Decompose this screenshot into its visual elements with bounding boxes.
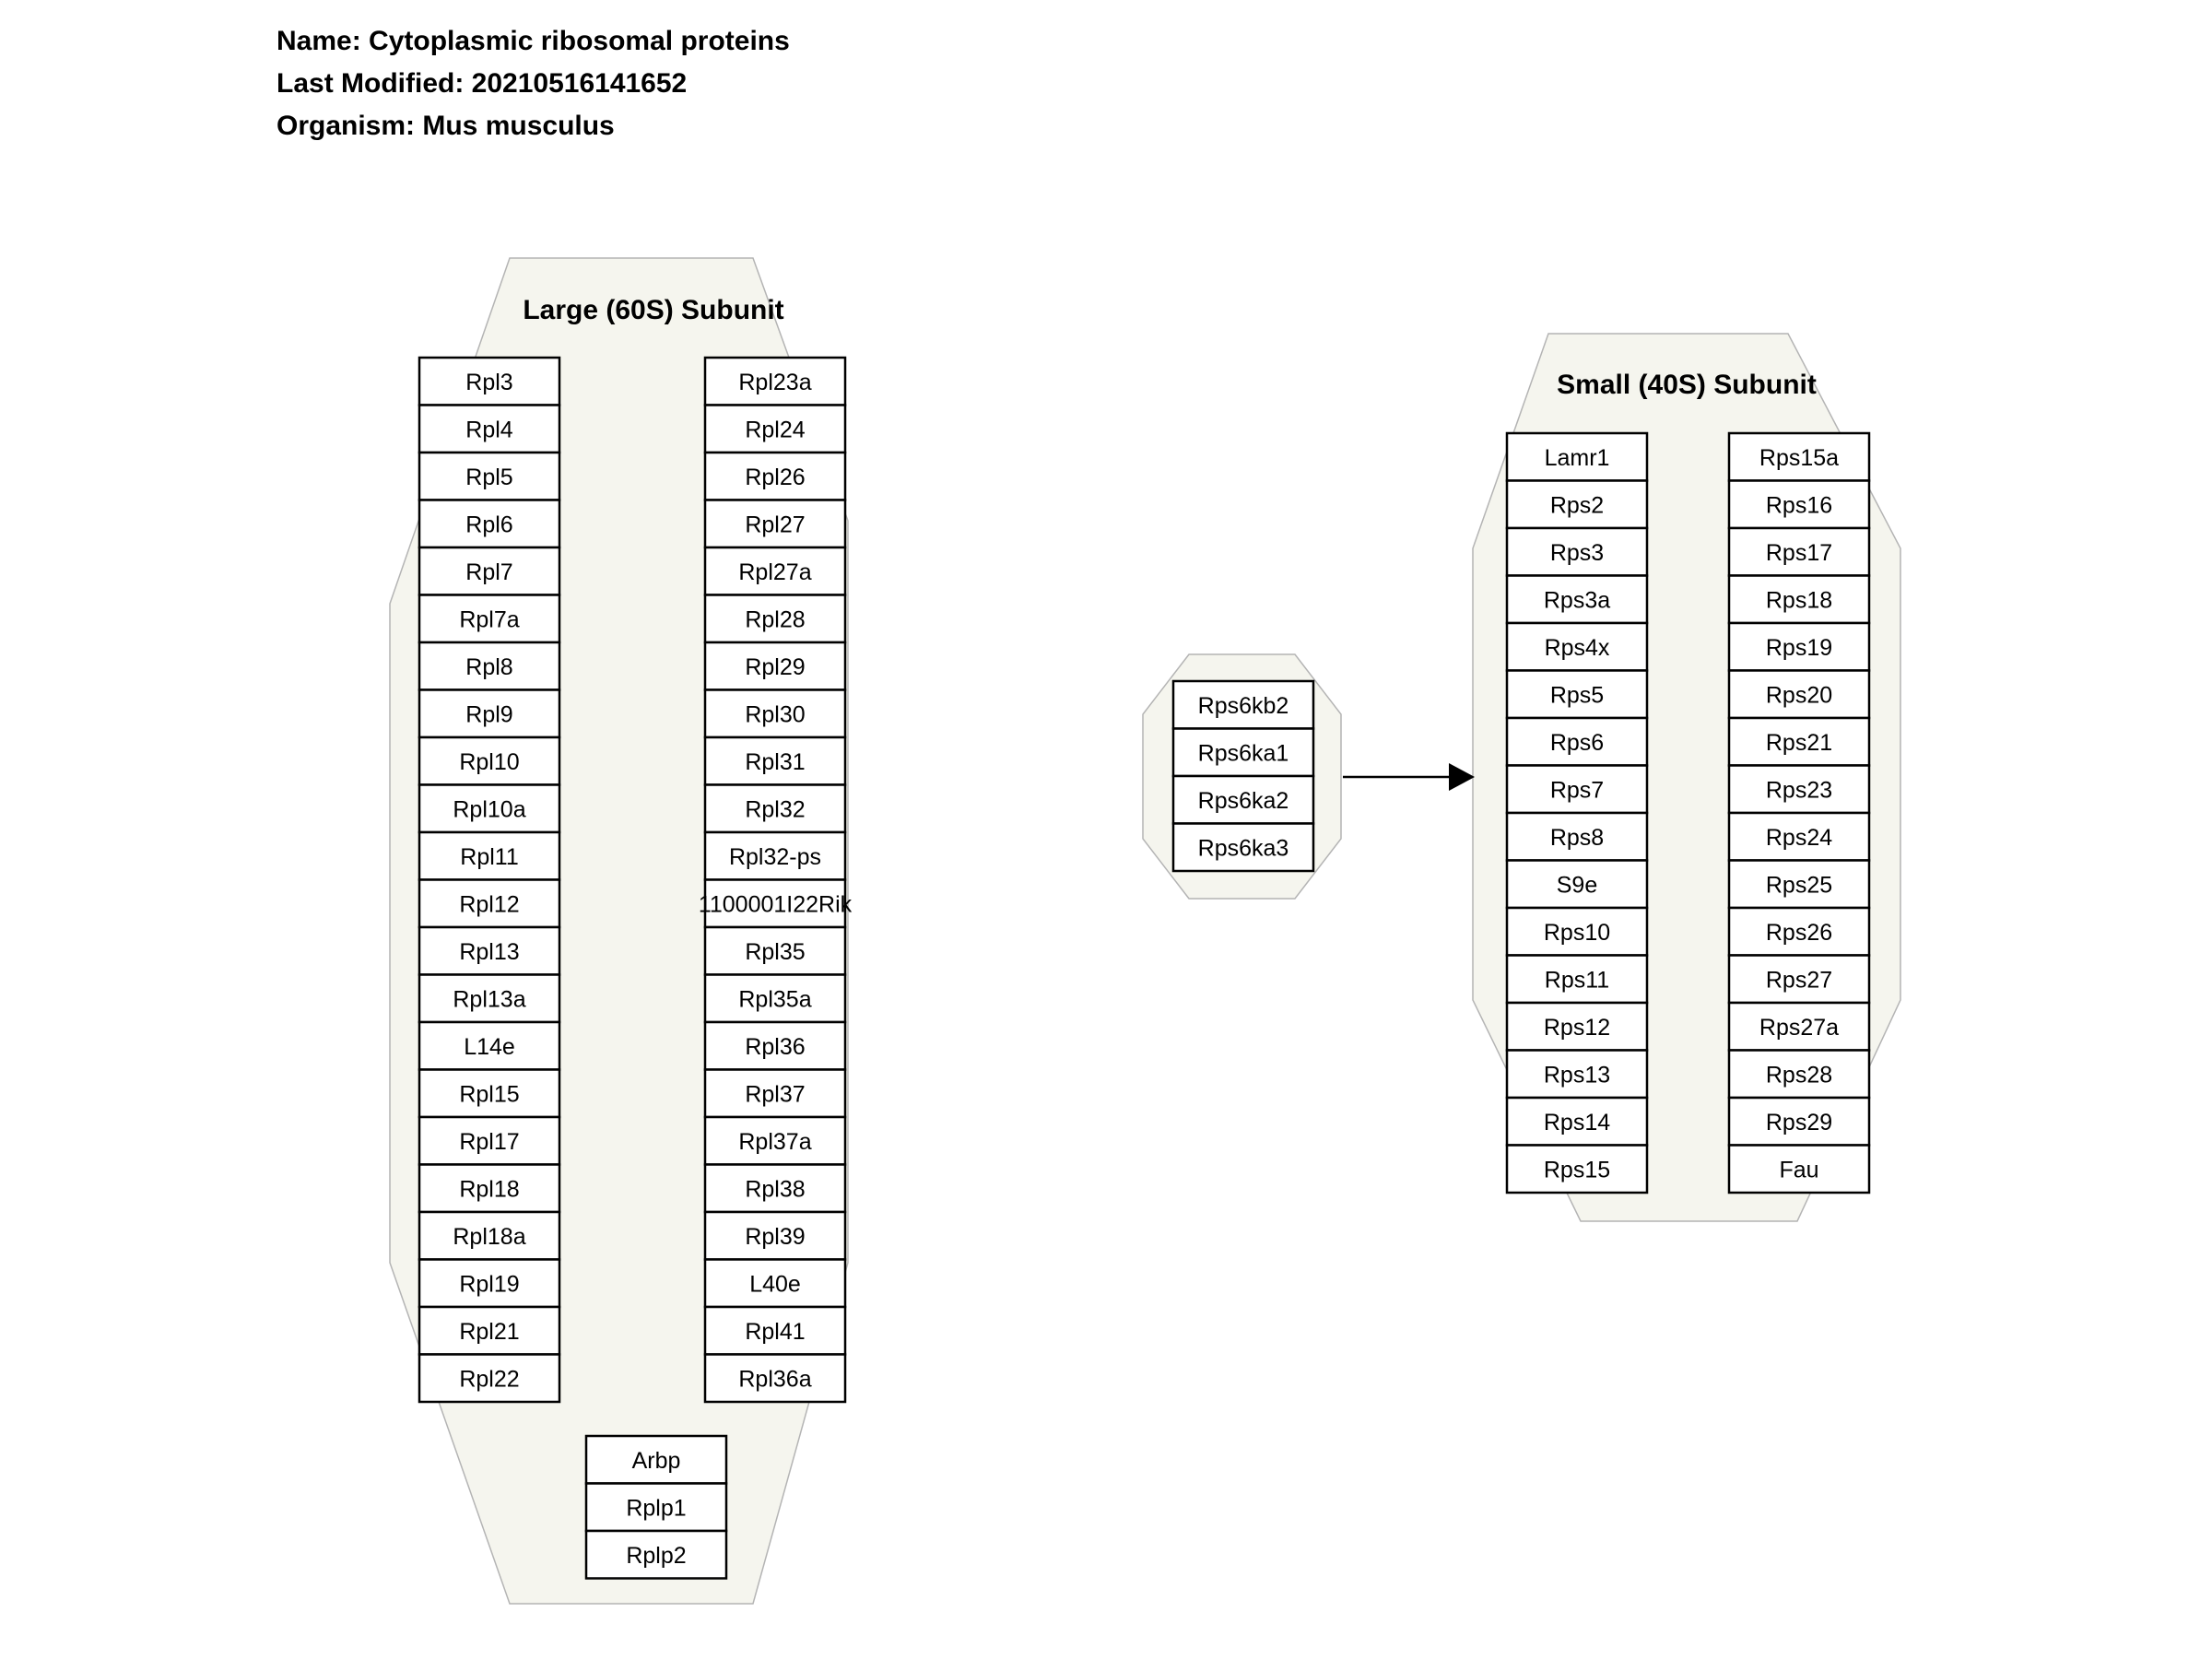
gene-label: 1100001I22Rik <box>698 891 853 918</box>
gene-box-rps25[interactable] <box>1729 861 1869 909</box>
gene-box-rps15a[interactable] <box>1729 433 1869 481</box>
gene-label: Rpl8 <box>465 653 513 680</box>
activation-arrow-head <box>1449 763 1475 791</box>
gene-box-rps3[interactable] <box>1507 528 1647 576</box>
gene-box-rpl19[interactable] <box>419 1260 559 1308</box>
gene-label: Rps21 <box>1765 729 1833 756</box>
gene-box-rps10[interactable] <box>1507 908 1647 956</box>
gene-box-rps29[interactable] <box>1729 1098 1869 1146</box>
gene-label: Rpl9 <box>465 701 513 728</box>
gene-label: Rps6ka1 <box>1197 740 1289 767</box>
gene-label: Rps8 <box>1549 824 1605 851</box>
gene-box-rpl17[interactable] <box>419 1117 559 1165</box>
gene-label: Rpl27 <box>745 512 806 538</box>
gene-label: Rpl31 <box>745 748 806 775</box>
pathway-name: Name: Cytoplasmic ribosomal proteins <box>276 26 790 56</box>
gene-label: Rps18 <box>1765 587 1833 614</box>
gene-box-1100001i22rik[interactable] <box>699 880 853 928</box>
gene-box-lamr1[interactable] <box>1507 433 1647 481</box>
gene-box-rps4x[interactable] <box>1507 623 1647 671</box>
gene-box-rps15[interactable] <box>1507 1146 1647 1194</box>
gene-box-rpl13[interactable] <box>419 927 559 975</box>
gene-box-rpl27[interactable] <box>705 500 845 548</box>
gene-label: Rps17 <box>1765 539 1833 566</box>
gene-label: S9e <box>1556 872 1598 899</box>
gene-box-rpl36a[interactable] <box>705 1355 845 1403</box>
gene-box-rps13[interactable] <box>1507 1051 1647 1099</box>
gene-label: Rps11 <box>1544 967 1610 994</box>
gene-box-rpl18[interactable] <box>419 1165 559 1213</box>
gene-label: Rpl7a <box>459 606 520 633</box>
gene-box-rps12[interactable] <box>1507 1003 1647 1051</box>
gene-box-rpl12[interactable] <box>419 880 559 928</box>
gene-box-rpl10a[interactable] <box>419 785 559 833</box>
gene-label: Rpl36 <box>745 1033 806 1060</box>
gene-box-rpl5[interactable] <box>419 453 559 500</box>
gene-label: Rps2 <box>1549 492 1605 519</box>
gene-box-rpl32-ps[interactable] <box>705 832 845 880</box>
gene-label: Rpl38 <box>745 1176 806 1203</box>
gene-label: Rps3 <box>1549 539 1605 566</box>
gene-box-arbp[interactable] <box>586 1436 726 1484</box>
gene-label: Rps27a <box>1759 1014 1840 1041</box>
gene-box-rps27a[interactable] <box>1729 1003 1869 1051</box>
gene-label: Rpl32 <box>745 796 806 823</box>
gene-label: Rpl26 <box>745 464 806 490</box>
gene-label: Rpl4 <box>465 417 513 443</box>
gene-box-rpl39[interactable] <box>705 1212 845 1260</box>
gene-box-rpl31[interactable] <box>705 737 845 785</box>
gene-box-rps7[interactable] <box>1507 766 1647 814</box>
gene-box-rpl27a[interactable] <box>705 547 845 595</box>
gene-label: Rps7 <box>1549 777 1605 804</box>
gene-box-rps20[interactable] <box>1729 671 1869 719</box>
gene-label: Rps26 <box>1765 919 1833 946</box>
gene-label: Rplp2 <box>626 1542 687 1569</box>
gene-box-rpl41[interactable] <box>705 1307 845 1355</box>
large-subunit-title: Large (60S) Subunit <box>523 295 784 325</box>
gene-box-rps18[interactable] <box>1729 576 1869 624</box>
gene-label: Rps15a <box>1759 444 1840 471</box>
gene-label: Rpl30 <box>745 701 806 728</box>
gene-label: Rps14 <box>1543 1109 1611 1135</box>
gene-label: Rps3a <box>1543 587 1611 614</box>
gene-label: Rpl13 <box>459 938 520 965</box>
gene-label: Rps10 <box>1543 919 1611 946</box>
gene-label: Rpl10a <box>453 796 526 823</box>
small-subunit-title: Small (40S) Subunit <box>1557 370 1817 400</box>
gene-label: Rps5 <box>1549 682 1605 709</box>
gene-box-rps14[interactable] <box>1507 1098 1647 1146</box>
gene-box-rps6ka2[interactable] <box>1173 776 1313 824</box>
gene-label: Rps13 <box>1543 1062 1611 1088</box>
gene-label: L40e <box>749 1271 801 1298</box>
gene-box-rpl22[interactable] <box>419 1355 559 1403</box>
gene-label: Rpl28 <box>745 606 806 633</box>
gene-box-rps27[interactable] <box>1729 956 1869 1004</box>
gene-box-rplp2[interactable] <box>586 1531 726 1579</box>
last-modified: Last Modified: 20210516141652 <box>276 68 688 99</box>
gene-box-rpl9[interactable] <box>419 690 559 738</box>
gene-label: Lamr1 <box>1544 444 1610 471</box>
gene-label: Rpl18a <box>453 1223 526 1250</box>
gene-label: Rplp1 <box>626 1495 687 1522</box>
gene-box-rpl6[interactable] <box>419 500 559 548</box>
gene-box-rps24[interactable] <box>1729 813 1869 861</box>
gene-label: Rpl24 <box>745 417 806 443</box>
gene-box-rpl11[interactable] <box>419 832 559 880</box>
gene-box-rpl3[interactable] <box>419 358 559 406</box>
gene-box-rpl10[interactable] <box>419 737 559 785</box>
gene-label: Rpl22 <box>459 1366 520 1393</box>
gene-label: Rpl13a <box>453 986 526 1013</box>
gene-label: Rpl36a <box>738 1366 812 1393</box>
gene-label: Rpl5 <box>465 464 513 490</box>
gene-box-rps16[interactable] <box>1729 481 1869 529</box>
gene-label: Fau <box>1779 1157 1819 1183</box>
gene-box-rpl13a[interactable] <box>419 975 559 1023</box>
gene-label: Rps6 <box>1549 729 1605 756</box>
gene-box-rpl32[interactable] <box>705 785 845 833</box>
gene-box-rpl29[interactable] <box>705 642 845 690</box>
gene-box-rpl37[interactable] <box>705 1070 845 1118</box>
gene-box-rps19[interactable] <box>1729 623 1869 671</box>
gene-box-rps3a[interactable] <box>1507 576 1647 624</box>
gene-label: Rps4x <box>1544 634 1610 661</box>
gene-label: Rpl7 <box>465 559 513 585</box>
gene-label: Rpl41 <box>745 1318 806 1345</box>
gene-label: Rps19 <box>1765 634 1833 661</box>
gene-label: Rpl39 <box>745 1223 806 1250</box>
gene-label: Rps24 <box>1765 824 1833 851</box>
gene-label: Rpl17 <box>459 1128 520 1155</box>
gene-box-rps11[interactable] <box>1507 956 1647 1004</box>
gene-label: Rpl37a <box>738 1128 812 1155</box>
gene-label: Arbp <box>631 1447 681 1474</box>
gene-box-l14e[interactable] <box>419 1022 559 1070</box>
gene-label: Rps6ka2 <box>1197 787 1289 814</box>
gene-label: Rpl27a <box>738 559 812 585</box>
gene-box-rps2[interactable] <box>1507 481 1647 529</box>
gene-label: Rps6ka3 <box>1197 835 1289 862</box>
gene-label: Rpl35 <box>745 938 806 965</box>
gene-label: Rps23 <box>1765 777 1833 804</box>
gene-box-rps8[interactable] <box>1507 813 1647 861</box>
gene-box-rpl38[interactable] <box>705 1165 845 1213</box>
gene-box-rps6ka1[interactable] <box>1173 729 1313 777</box>
gene-label: Rpl32-ps <box>728 843 822 870</box>
gene-box-fau[interactable] <box>1729 1146 1869 1194</box>
gene-label: Rps27 <box>1765 967 1833 994</box>
gene-box-l40e[interactable] <box>705 1260 845 1308</box>
gene-box-rpl15[interactable] <box>419 1070 559 1118</box>
gene-box-rpl37a[interactable] <box>705 1117 845 1165</box>
gene-label: Rpl10 <box>459 748 520 775</box>
gene-box-rps28[interactable] <box>1729 1051 1869 1099</box>
gene-label: Rps28 <box>1765 1062 1833 1088</box>
gene-box-rpl30[interactable] <box>705 690 845 738</box>
gene-box-s9e[interactable] <box>1507 861 1647 909</box>
gene-label: Rpl23a <box>738 369 812 395</box>
gene-box-rpl8[interactable] <box>419 642 559 690</box>
gene-box-rps5[interactable] <box>1507 671 1647 719</box>
gene-box-rpl18a[interactable] <box>419 1212 559 1260</box>
gene-label: Rps6kb2 <box>1197 692 1289 719</box>
gene-box-rps6ka3[interactable] <box>1173 824 1313 872</box>
gene-label: Rpl11 <box>460 843 519 870</box>
gene-box-rpl7a[interactable] <box>419 595 559 643</box>
gene-box-rps6[interactable] <box>1507 718 1647 766</box>
gene-box-rps23[interactable] <box>1729 766 1869 814</box>
gene-label: Rps15 <box>1543 1157 1611 1183</box>
gene-label: Rps12 <box>1543 1014 1611 1041</box>
gene-label: Rpl18 <box>459 1176 520 1203</box>
gene-box-rpl36[interactable] <box>705 1022 845 1070</box>
gene-label: Rpl35a <box>738 986 812 1013</box>
gene-label: Rps20 <box>1765 682 1833 709</box>
gene-label: Rps25 <box>1765 872 1833 899</box>
gene-label: Rpl37 <box>745 1081 806 1108</box>
gene-box-rpl21[interactable] <box>419 1307 559 1355</box>
gene-label: Rpl29 <box>745 653 806 680</box>
gene-box-rps26[interactable] <box>1729 908 1869 956</box>
gene-box-rpl23a[interactable] <box>705 358 845 406</box>
gene-box-rpl35[interactable] <box>705 927 845 975</box>
gene-label: Rpl6 <box>465 512 513 538</box>
gene-box-rpl35a[interactable] <box>705 975 845 1023</box>
gene-label: Rpl3 <box>465 369 513 395</box>
gene-box-rpl26[interactable] <box>705 453 845 500</box>
gene-label: Rps16 <box>1765 492 1833 519</box>
gene-box-rpl7[interactable] <box>419 547 559 595</box>
gene-box-rps6kb2[interactable] <box>1173 681 1313 729</box>
gene-label: Rpl19 <box>459 1271 520 1298</box>
gene-box-rpl4[interactable] <box>419 406 559 453</box>
gene-label: Rpl15 <box>459 1081 520 1108</box>
gene-label: Rps29 <box>1765 1109 1833 1135</box>
gene-label: L14e <box>464 1033 515 1060</box>
gene-label: Rpl12 <box>459 891 520 918</box>
gene-box-rpl28[interactable] <box>705 595 845 643</box>
gene-box-rplp1[interactable] <box>586 1484 726 1532</box>
gene-box-rps21[interactable] <box>1729 718 1869 766</box>
gene-box-rps17[interactable] <box>1729 528 1869 576</box>
gene-label: Rpl21 <box>459 1318 520 1345</box>
organism: Organism: Mus musculus <box>276 111 615 141</box>
gene-box-rpl24[interactable] <box>705 406 845 453</box>
